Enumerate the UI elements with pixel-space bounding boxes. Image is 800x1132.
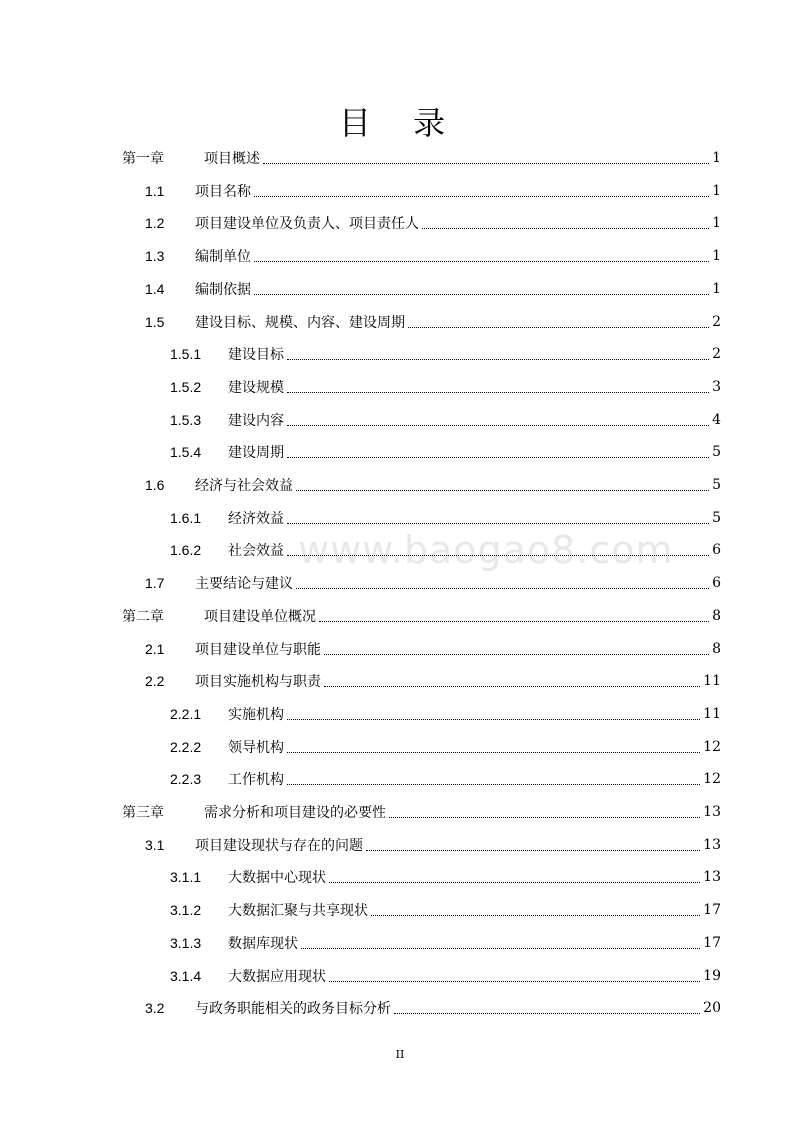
toc-entry-page: 1: [712, 215, 721, 232]
toc-entry-number: 3.1.3: [170, 934, 202, 951]
toc-entry-text: 经济效益: [228, 510, 284, 527]
toc-entry-label: [228, 867, 721, 887]
toc-entry-number: 第二章: [122, 608, 164, 625]
toc-entry-page: 6: [712, 575, 721, 592]
toc-leader-dots: [287, 554, 709, 556]
toc-entry-page: 11: [703, 673, 721, 690]
toc-entry-page: 13: [703, 836, 721, 853]
toc-entry-page: 11: [703, 705, 721, 722]
toc-entry-label: [228, 344, 721, 364]
toc-entry-number: 2.1: [145, 640, 165, 657]
toc-leader-dots: [389, 816, 700, 818]
toc-leader-dots: [254, 195, 709, 197]
toc-entry-number: 1.5.1: [170, 346, 202, 363]
toc-entry-label: [204, 802, 721, 822]
toc-entry-page: 2: [712, 346, 721, 363]
toc-entry[interactable]: [0, 436, 721, 468]
toc-entry-label: [228, 704, 721, 724]
toc-entry-page: 12: [703, 738, 721, 755]
toc-entry[interactable]: [0, 633, 721, 665]
toc-entry-number: 1.2: [145, 215, 165, 232]
toc-leader-dots: [287, 522, 709, 524]
toc-entry-number: 1.6.2: [170, 542, 202, 559]
toc-entry[interactable]: [0, 240, 721, 272]
toc-entry-label: [204, 606, 721, 626]
toc-title: 目 录: [338, 104, 462, 142]
toc-entry[interactable]: [0, 306, 721, 338]
toc-leader-dots: [287, 783, 700, 785]
toc-entry-text: 主要结论与建议: [195, 576, 293, 593]
toc-entry-label: [195, 671, 721, 691]
toc-entry-text: 建设目标、规模、内容、建设周期: [195, 314, 405, 331]
toc-entry-number: 1.3: [145, 248, 165, 265]
toc-entry-text: 项目名称: [195, 183, 251, 200]
toc-leader-dots: [287, 358, 709, 360]
toc-entry-text: 数据库现状: [228, 935, 298, 952]
toc-entry-text: 大数据汇聚与共享现状: [228, 903, 368, 920]
toc-leader-dots: [254, 260, 709, 262]
toc-entry-page: 17: [703, 902, 721, 919]
toc-entry-page: 6: [712, 542, 721, 559]
toc-entry-label: [195, 213, 721, 233]
toc-entry-label: [195, 475, 721, 495]
toc-entry-text: 大数据应用现状: [228, 968, 326, 985]
toc-entry-number: 1.6.1: [170, 509, 202, 526]
toc-entry[interactable]: [0, 273, 721, 305]
toc-leader-dots: [263, 162, 709, 164]
toc-entry-label: [195, 835, 721, 855]
toc-entry-number: 1.4: [145, 280, 165, 297]
toc-entry-page: 1: [712, 280, 721, 297]
toc-leader-dots: [422, 227, 709, 229]
toc-entry-page: 19: [703, 967, 721, 984]
toc-entry-label: [228, 410, 721, 430]
toc-entry-text: 经济与社会效益: [195, 478, 293, 494]
toc-entry-text: 项目建设单位及负责人、项目责任人: [195, 216, 419, 233]
toc-entry-page: 3: [712, 378, 721, 395]
toc-entry[interactable]: [0, 894, 721, 926]
toc-entry[interactable]: [0, 534, 721, 566]
toc-entry-text: 建设目标: [228, 347, 284, 364]
toc-entry[interactable]: [0, 175, 721, 207]
toc-leader-dots: [254, 293, 709, 295]
toc-entry-number: 1.6: [145, 477, 165, 493]
toc-leader-dots: [371, 914, 700, 916]
toc-entry-number: 2.2.3: [170, 771, 202, 788]
toc-entry-number: 1.5.4: [170, 444, 202, 461]
toc-entry-label: [195, 998, 721, 1018]
toc-leader-dots: [301, 947, 700, 949]
toc-leader-dots: [287, 456, 709, 458]
toc-entry-number: 2.2: [145, 673, 165, 690]
toc-leader-dots: [394, 1012, 700, 1014]
toc-entry-number: 3.1: [145, 836, 165, 853]
toc-entry[interactable]: [0, 600, 721, 632]
toc-leader-dots: [319, 620, 709, 622]
toc-entry-page: 17: [703, 934, 721, 951]
toc-entry-text: 与政务职能相关的政务目标分析: [195, 1001, 391, 1018]
toc-entry[interactable]: [0, 731, 721, 763]
toc-entry-number: 第三章: [122, 805, 164, 821]
toc-entry-page: 20: [703, 1000, 721, 1017]
toc-entry-page: 8: [712, 607, 721, 624]
toc-entry[interactable]: [0, 371, 721, 403]
toc-entry-label: [195, 639, 721, 659]
toc-entry-page: 13: [703, 869, 721, 886]
toc-entry-number: 2.2.1: [170, 705, 202, 722]
toc-entry-label: [195, 573, 721, 593]
toc-entry[interactable]: [0, 567, 721, 599]
toc-entry-page: 8: [712, 640, 721, 657]
toc-entry-number: 3.1.1: [170, 869, 202, 886]
toc-entry-label: [228, 540, 721, 560]
toc-entry[interactable]: [0, 502, 721, 534]
toc-leader-dots: [366, 849, 700, 851]
toc-entry-number: 第一章: [122, 151, 164, 167]
toc-entry[interactable]: [0, 861, 721, 893]
toc-leader-dots: [329, 881, 700, 883]
toc-entry-number: 3.1.2: [170, 902, 202, 919]
toc-entry[interactable]: [0, 829, 721, 861]
toc-entry-label: [228, 508, 721, 528]
toc-entry-number: 3.2: [145, 1000, 165, 1017]
toc-entry-text: 领导机构: [228, 739, 284, 756]
toc-entry-text: 实施机构: [228, 706, 284, 723]
toc-entry-label: [195, 246, 721, 266]
toc-entry-number: 1.5: [145, 313, 165, 330]
toc-entry-page: 1: [712, 182, 721, 199]
toc-entry-number: 3.1.4: [170, 967, 202, 984]
toc-entry[interactable]: [0, 665, 721, 697]
toc-entry[interactable]: [0, 142, 721, 174]
toc-entry[interactable]: [0, 338, 721, 370]
page-number: II: [395, 1048, 405, 1061]
toc-leader-dots: [287, 751, 700, 753]
toc-entry-label: [195, 181, 721, 201]
toc-entry-label: [228, 737, 721, 757]
toc-entry-label: [228, 377, 721, 397]
toc-entry-text: 项目建设单位概况: [204, 608, 316, 625]
toc-leader-dots: [296, 587, 709, 589]
toc-entry-text: 大数据中心现状: [228, 870, 326, 887]
toc-leader-dots: [296, 489, 709, 491]
toc-leader-dots: [287, 424, 709, 426]
toc-entry-label: [228, 769, 721, 789]
toc-entry[interactable]: [0, 960, 721, 992]
toc-leader-dots: [287, 718, 700, 720]
toc-entry[interactable]: [0, 207, 721, 239]
toc-entry-label: [228, 900, 721, 920]
toc-entry-text: 项目建设单位与职能: [195, 641, 321, 658]
toc-entry-page: 12: [703, 771, 721, 788]
watermark: www.baogao8.com: [298, 528, 674, 572]
toc-entry[interactable]: [0, 796, 721, 828]
toc-entry-number: 1.7: [145, 575, 165, 592]
toc-entry[interactable]: [0, 927, 721, 959]
toc-entry-label: [228, 966, 721, 986]
toc-leader-dots: [329, 980, 700, 982]
toc-entry-number: 1.1: [145, 182, 165, 199]
toc-entry-page: 5: [712, 509, 721, 526]
toc-entry-label: [228, 442, 721, 462]
toc-entry-page: 1: [712, 150, 721, 166]
toc-leader-dots: [324, 653, 709, 655]
toc-entry-text: 建设规模: [228, 379, 284, 396]
toc-entry-text: 项目建设现状与存在的问题: [195, 837, 363, 854]
toc-leader-dots: [287, 391, 709, 393]
toc-leader-dots: [408, 326, 709, 328]
toc-entry-page: 1: [712, 248, 721, 265]
toc-entry-page: 5: [712, 477, 721, 493]
toc-entry-text: 项目概述: [204, 151, 260, 167]
toc-entry-label: [195, 312, 721, 332]
toc-entry[interactable]: [0, 404, 721, 436]
toc-entry-page: 2: [712, 313, 721, 330]
toc-entry-label: [204, 148, 721, 168]
toc-entry-page: 4: [712, 411, 721, 428]
toc-entry-number: 1.5.3: [170, 411, 202, 428]
toc-entry-text: 项目实施机构与职责: [195, 674, 321, 691]
toc-leader-dots: [324, 685, 700, 687]
toc-entry[interactable]: [0, 698, 721, 730]
toc-entry[interactable]: [0, 992, 721, 1024]
toc-entry-number: 1.5.2: [170, 378, 202, 395]
toc-entry-text: 需求分析和项目建设的必要性: [204, 805, 386, 821]
toc-entry[interactable]: [0, 763, 721, 795]
toc-entry-label: [228, 933, 721, 953]
toc-entry-page: 13: [703, 804, 721, 820]
toc-entry-number: 2.2.2: [170, 738, 202, 755]
toc-entry-text: 工作机构: [228, 772, 284, 789]
toc-entry-text: 编制依据: [195, 281, 251, 298]
toc-entry-label: [195, 279, 721, 299]
toc-entry-page: 5: [712, 444, 721, 461]
toc-entry-text: 社会效益: [228, 543, 284, 560]
toc-entry-text: 编制单位: [195, 249, 251, 266]
toc-entry-text: 建设内容: [228, 412, 284, 429]
toc-entry-text: 建设周期: [228, 445, 284, 462]
toc-entry[interactable]: [0, 469, 721, 501]
